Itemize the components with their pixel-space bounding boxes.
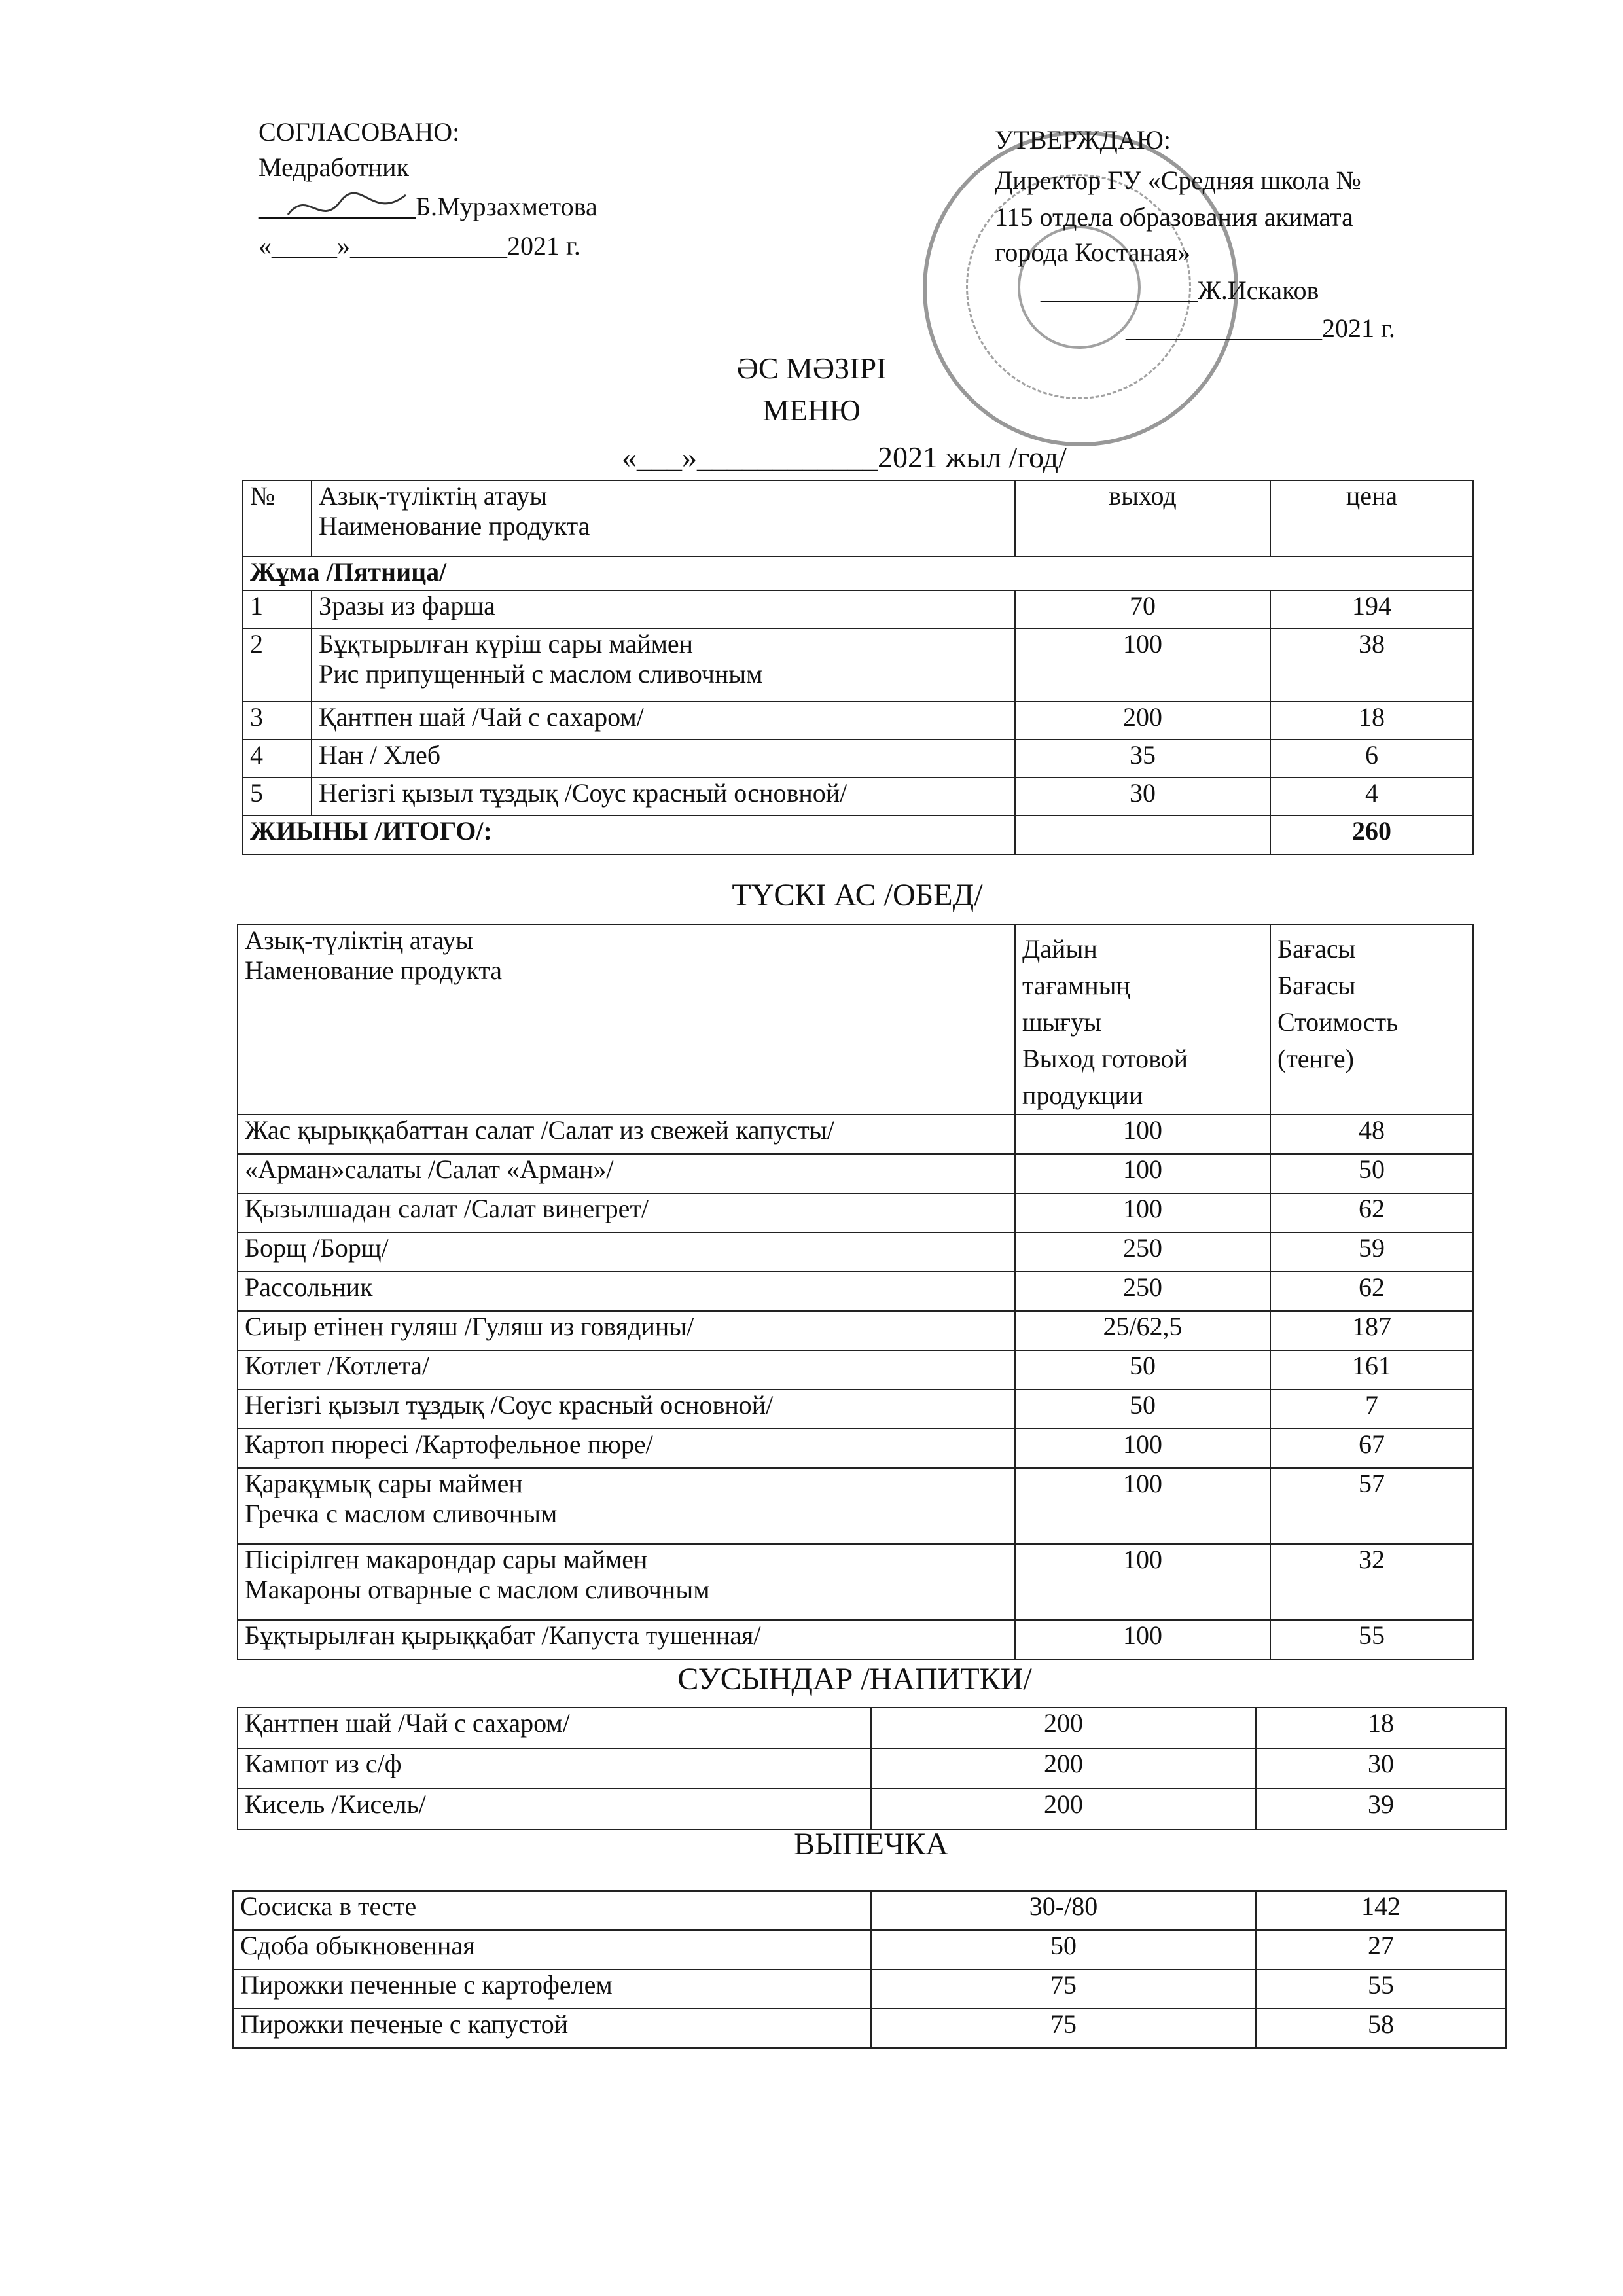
dish-name: Борщ /Борщ/ <box>238 1232 1015 1272</box>
drinks-title: СУСЫНДАР /НАПИТКИ/ <box>677 1662 1032 1696</box>
drink-name: Кисель /Кисель/ <box>238 1789 871 1829</box>
col-price-header: Бағасы Бағасы Стоимость (тенге) <box>1270 925 1473 1115</box>
dish-price: 62 <box>1270 1193 1473 1232</box>
dish-price: 194 <box>1270 590 1473 628</box>
pastry-name: Пирожки печеные с капустой <box>233 2009 871 2048</box>
table-row <box>233 2009 1506 2048</box>
dish-name: Қызылшадан салат /Салат винегрет/ <box>238 1193 1015 1232</box>
dish-output: 100 <box>1015 1154 1270 1193</box>
col-name-header: Азық-түліктің атауы Наменование продукта <box>238 925 1015 1115</box>
dish-output: 100 <box>1015 628 1270 702</box>
pastry-name: Сосиска в тесте <box>233 1891 871 1930</box>
dish-name: Сиыр етінен гуляш /Гуляш из говядины/ <box>238 1311 1015 1350</box>
table-row <box>238 1154 1473 1193</box>
day-label: Жұма /Пятница/ <box>243 556 1473 590</box>
dish-name: Қарақұмық сары маймен Гречка с маслом сливочным <box>238 1468 1015 1544</box>
table-row <box>238 1115 1473 1154</box>
director-line-2: 115 отдела образования акимата <box>995 202 1353 232</box>
dish-price: 48 <box>1270 1115 1473 1154</box>
total-value: 260 <box>1270 816 1473 855</box>
dish-name: Негізгі қызыл тұздық /Соус красный основной/ <box>238 1390 1015 1429</box>
drink-price: 30 <box>1256 1748 1506 1789</box>
col-price-header: цена <box>1270 480 1473 556</box>
menu-title-ru: МЕНЮ <box>762 393 861 427</box>
dish-name: Жас қырыққабаттан салат /Салат из свежей капусты/ <box>238 1115 1015 1154</box>
row-number: 5 <box>243 778 312 816</box>
dish-output: 50 <box>1015 1390 1270 1429</box>
table-row <box>243 740 1473 778</box>
dish-price: 38 <box>1270 628 1473 702</box>
pastry-price: 142 <box>1256 1891 1506 1930</box>
col-output-header: выход <box>1015 480 1270 556</box>
pastry-price: 55 <box>1256 1969 1506 2009</box>
agreed-label: СОГЛАСОВАНО: <box>259 117 460 147</box>
dish-output: 100 <box>1015 1115 1270 1154</box>
table-row <box>238 1232 1473 1272</box>
dish-output: 100 <box>1015 1620 1270 1659</box>
lunch-title: ТҮСКІ АС /ОБЕД/ <box>732 878 983 912</box>
dish-price: 55 <box>1270 1620 1473 1659</box>
dish-output: 50 <box>1015 1350 1270 1390</box>
right-date-line: _______________2021 г. <box>1126 314 1395 343</box>
dish-price: 57 <box>1270 1468 1473 1544</box>
pastry-output: 50 <box>871 1930 1256 1969</box>
row-number: 3 <box>243 702 312 740</box>
drink-name: Қантпен шай /Чай с сахаром/ <box>238 1708 871 1748</box>
dish-name: Бұқтырылған күріш сары маймен Рис припущенный с маслом сливочным <box>312 628 1015 702</box>
medic-signature-line: ____________Б.Мурзахметова <box>259 192 597 221</box>
dish-price: 59 <box>1270 1232 1473 1272</box>
table-row <box>238 1708 1506 1748</box>
table-row <box>238 1429 1473 1468</box>
dish-output: 100 <box>1015 1544 1270 1620</box>
drink-output: 200 <box>871 1789 1256 1829</box>
dish-price: 18 <box>1270 702 1473 740</box>
dish-output: 200 <box>1015 702 1270 740</box>
dish-price: 62 <box>1270 1272 1473 1311</box>
medic-role: Медработник <box>259 152 409 182</box>
table-row <box>233 1930 1506 1969</box>
drink-name: Кампот из с/ф <box>238 1748 871 1789</box>
row-number: 1 <box>243 590 312 628</box>
table-row <box>233 1969 1506 2009</box>
drink-output: 200 <box>871 1708 1256 1748</box>
dish-name: Нан / Хлеб <box>312 740 1015 778</box>
table-row <box>238 1468 1473 1544</box>
breakfast-table <box>242 480 1474 855</box>
dish-price: 67 <box>1270 1429 1473 1468</box>
dish-price: 161 <box>1270 1350 1473 1390</box>
drink-price: 39 <box>1256 1789 1506 1829</box>
lunch-table <box>237 924 1474 1660</box>
col-name-header: Азық-түліктің атауы Наименование продукта <box>312 480 1015 556</box>
table-row <box>238 1748 1506 1789</box>
dish-output: 30 <box>1015 778 1270 816</box>
dish-name: Картоп пюресі /Картофельное пюре/ <box>238 1429 1015 1468</box>
drink-price: 18 <box>1256 1708 1506 1748</box>
day-row <box>243 556 1473 590</box>
table-row <box>238 1350 1473 1390</box>
table-row <box>243 628 1473 702</box>
col-output-header: Дайын тағамның шығуы Выход готовой продукции <box>1015 925 1270 1115</box>
dish-output: 100 <box>1015 1468 1270 1544</box>
director-line-1: Директор ГУ «Средняя школа № <box>995 166 1361 195</box>
director-line-3: города Костаная» <box>995 238 1191 267</box>
table-row <box>238 1193 1473 1232</box>
bakery-title: ВЫПЕЧКА <box>794 1827 948 1861</box>
table-row <box>238 1789 1506 1829</box>
dish-name: Бұқтырылған қырыққабат /Капуста тушенная/ <box>238 1620 1015 1659</box>
dish-output: 100 <box>1015 1193 1270 1232</box>
drinks-table <box>237 1707 1507 1830</box>
menu-date: «___»____________2021 жыл /год/ <box>621 440 1067 474</box>
dish-price: 50 <box>1270 1154 1473 1193</box>
dish-name: Котлет /Котлета/ <box>238 1350 1015 1390</box>
dish-output: 250 <box>1015 1272 1270 1311</box>
table-row <box>238 1544 1473 1620</box>
dish-name: Қантпен шай /Чай с сахаром/ <box>312 702 1015 740</box>
table-row <box>238 1272 1473 1311</box>
dish-price: 187 <box>1270 1311 1473 1350</box>
total-label: ЖИЫНЫ /ИТОГО/: <box>243 816 1015 855</box>
table-row <box>233 1891 1506 1930</box>
total-row <box>243 816 1473 855</box>
lunch-header-row <box>238 925 1473 1115</box>
left-date-line: «_____»____________2021 г. <box>259 231 580 260</box>
dish-output: 250 <box>1015 1232 1270 1272</box>
bakery-table <box>232 1890 1507 2049</box>
medic-signature-icon <box>281 182 412 234</box>
dish-price: 6 <box>1270 740 1473 778</box>
col-number-header: № <box>243 480 312 556</box>
dish-output: 25/62,5 <box>1015 1311 1270 1350</box>
dish-name: Негізгі қызыл тұздық /Соус красный основной/ <box>312 778 1015 816</box>
total-empty-cell <box>1015 816 1270 855</box>
table-row <box>238 1390 1473 1429</box>
table-row <box>238 1311 1473 1350</box>
dish-name: Зразы из фарша <box>312 590 1015 628</box>
approve-label: УТВЕРЖДАЮ: <box>995 125 1171 154</box>
pastry-output: 75 <box>871 2009 1256 2048</box>
pastry-price: 27 <box>1256 1930 1506 1969</box>
dish-output: 35 <box>1015 740 1270 778</box>
drink-output: 200 <box>871 1748 1256 1789</box>
dish-output: 100 <box>1015 1429 1270 1468</box>
pastry-name: Сдоба обыкновенная <box>233 1930 871 1969</box>
director-signature-line: ____________Ж.Искаков <box>1041 276 1319 305</box>
breakfast-header-row <box>243 480 1473 556</box>
table-row <box>243 590 1473 628</box>
pastry-output: 30-/80 <box>871 1891 1256 1930</box>
row-number: 4 <box>243 740 312 778</box>
dish-output: 70 <box>1015 590 1270 628</box>
dish-name: «Арман»салаты /Салат «Арман»/ <box>238 1154 1015 1193</box>
pastry-name: Пирожки печенные с картофелем <box>233 1969 871 2009</box>
dish-price: 4 <box>1270 778 1473 816</box>
row-number: 2 <box>243 628 312 702</box>
table-row <box>243 702 1473 740</box>
dish-price: 7 <box>1270 1390 1473 1429</box>
pastry-price: 58 <box>1256 2009 1506 2048</box>
menu-title-kz: ӘС МӘЗІРІ <box>736 351 887 385</box>
dish-price: 32 <box>1270 1544 1473 1620</box>
dish-name: Рассольник <box>238 1272 1015 1311</box>
pastry-output: 75 <box>871 1969 1256 2009</box>
table-row <box>243 778 1473 816</box>
dish-name: Пісірілген макарондар сары маймен Макароны отварные с маслом сливочным <box>238 1544 1015 1620</box>
table-row <box>238 1620 1473 1659</box>
